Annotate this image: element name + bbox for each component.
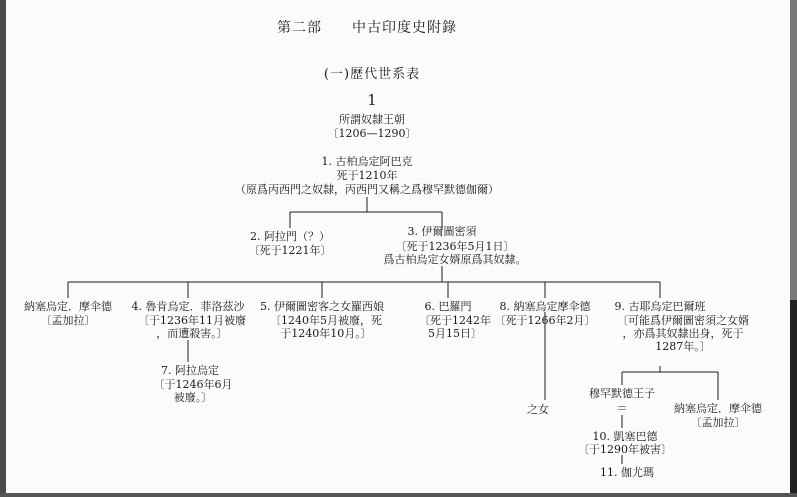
node-nasir-bengal-2-name: 納塞烏定．摩伞德 [674,402,762,415]
page-title: 中古印度史附錄 [352,20,457,36]
node-qutbuddin-note: （原爲丙西門之奴隸，丙西門又稱之爲穆罕默德伽爾） [235,183,499,196]
node-alauddin-note: 〔于1246年6月 被廢。〕 [153,378,233,404]
node-raziya-name: 5. 伊爾圖密客之女羅西娘 [260,300,384,313]
node-raziya-note: 〔1240年5月被廢，死 于1240年10月。〕 [270,314,382,340]
node-kaiqubad-name: 10. 凱塞巴德 [592,430,658,443]
node-nasir-bengal-note: 〔孟加拉〕 [40,314,96,327]
node-balban-name: 9. 古耶烏定巴爾班 [614,300,706,313]
node-aram-note: 〔死于1221年〕 [248,244,332,257]
node-balban-note: 〔可能爲伊爾圖密須之女婿 ，亦爲其奴隸出身，死于 1287年。〕 [617,314,749,353]
node-aram-name: 2. 阿拉門（？） [250,230,330,243]
node-iltutmish-name: 3. 伊爾圖密須 [407,225,477,238]
node-nasiruddin-note: 〔死于1266年2月〕 [494,314,596,327]
node-qutbuddin-death: 死于1210年 [336,169,398,182]
node-ruknuddin-name: 4. 魯肯烏定．菲洛茲沙 [131,300,245,313]
section-title: (一)歷代世系表 [323,67,421,82]
node-kaiqubad-note: 〔于1290年被害〕 [578,443,672,456]
node-nasiruddin-name: 8. 納塞烏定摩伞德 [499,300,591,313]
dynasty-name: 所謂奴隸王朝 [339,113,405,126]
node-prince-name: 穆罕默德王子 [589,387,655,400]
node-bahram-note: 〔死于1242年 5月15日〕 [419,314,491,340]
dynasty-years: 〔1206—1290〕 [327,127,417,140]
node-bahram-name: 6. 巴羅門 [424,300,472,313]
node-ruknuddin-note: 〔于1236年11月被廢 ，而遭殺害。〕 [138,314,246,340]
dynasty-number: 1 [367,91,377,109]
node-daughter-name: 之女 [527,403,549,416]
node-nasir-bengal-2-note: 〔孟加拉〕 [690,416,746,429]
part-label: 第二部 [277,20,322,36]
marriage-equals-sign: ＝ [616,402,628,415]
node-qutbuddin-name: 1. 古柏烏定阿巴克 [321,155,413,168]
node-alauddin-name: 7. 阿拉烏定 [161,364,219,377]
node-nasir-bengal-name: 納塞烏定．摩伞德 [24,300,112,313]
node-kayumars-name: 11. 伽尤瑪 [600,466,654,479]
node-iltutmish-note: 〔死于1236年5月1日〕 爲古柏烏定女婿原爲其奴隸。 [383,240,527,266]
